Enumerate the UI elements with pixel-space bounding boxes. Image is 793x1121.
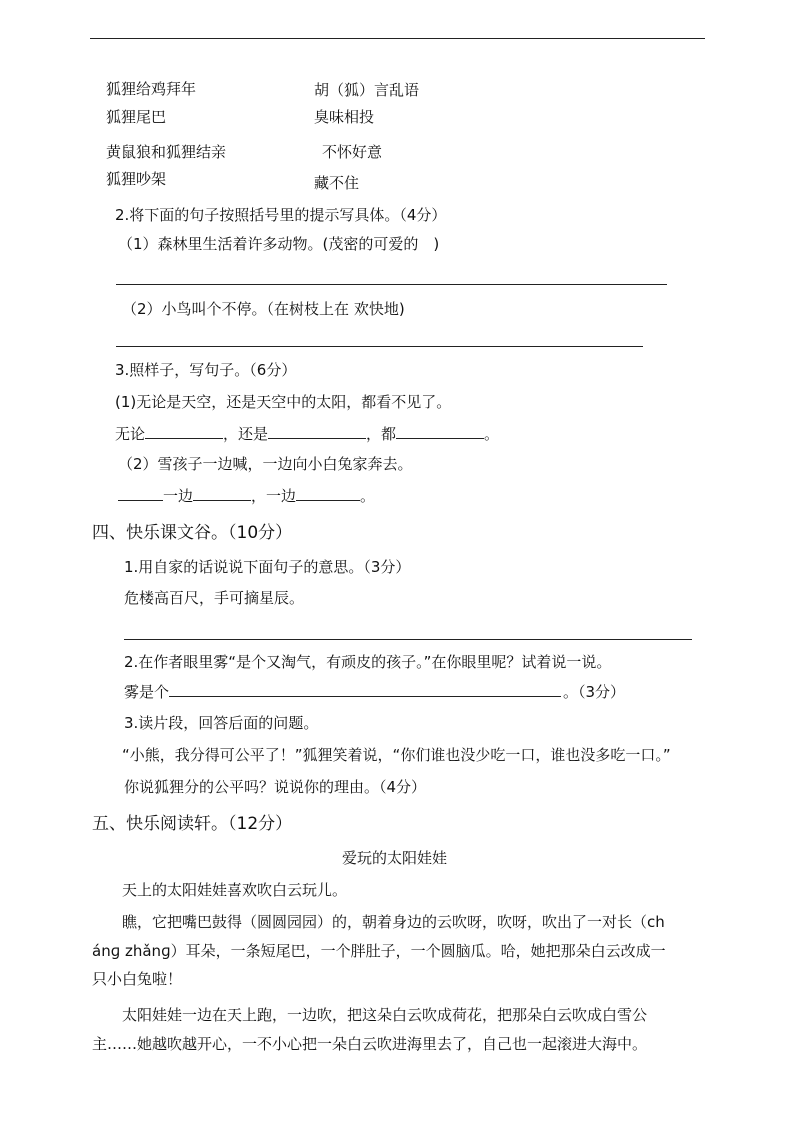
blank[interactable] (396, 424, 484, 439)
match-right-4: 藏不住 (314, 174, 360, 192)
q3-fill2 (118, 486, 375, 506)
fill-text: 无论 (115, 425, 146, 443)
fill-text: ，一边 (251, 487, 297, 505)
match-left-2: 狐狸尾巴 (106, 108, 167, 126)
s4-q1: 1.用自家的话说说下面句子的意思。（3分） (124, 558, 411, 576)
q3-example1: (1)无论是天空，还是天空中的太阳，都看不见了。 (115, 393, 452, 411)
fill-text: ，还是 (223, 425, 269, 443)
section-5-title: 五、快乐阅读轩。（12分） (92, 814, 293, 834)
section-4-title: 四、快乐课文谷。（10分） (92, 523, 293, 543)
s4-q3: 3.读片段，回答后面的问题。 (124, 714, 319, 732)
match-left-1: 狐狸给鸡拜年 (106, 80, 197, 98)
story-p2-line1: 瞧，它把嘴巴鼓得（圆圆园园）的，朝着身边的云吹呀，吹呀，吹出了一对长（ch (122, 913, 665, 931)
fill-text: ，都 (366, 425, 397, 443)
story-p2-line3: 只小白兔啦！ (92, 970, 183, 988)
match-left-3: 黄鼠狼和狐狸结亲 (106, 143, 227, 161)
fill-text: 。 (484, 425, 500, 443)
fill-text: 一边 (163, 487, 194, 505)
header-rule (90, 38, 705, 39)
story-p1: 天上的太阳娃娃喜欢吹白云玩儿。 (122, 881, 348, 899)
match-left-4: 狐狸吵架 (106, 170, 167, 188)
fill-text: 。（3分） (563, 683, 626, 701)
q3-fill1 (115, 424, 499, 444)
match-right-1: 胡（狐）言乱语 (314, 81, 420, 99)
s4-q3-quote: “小熊，我分得可公平了！”狐狸笑着说，“你们谁也没少吃一口，谁也没多吃一口。” (122, 746, 671, 764)
s4-q3-ask: 你说狐狸分的公平吗？说说你的理由。（4分） (124, 778, 427, 796)
answer-line[interactable] (116, 284, 667, 285)
blank[interactable] (193, 486, 251, 501)
s4-q1-text: 危楼高百尺，手可摘星辰。 (124, 589, 305, 607)
blank[interactable] (268, 424, 366, 439)
q2-title: 2.将下面的句子按照括号里的提示写具体。（4分） (115, 206, 447, 224)
s4-q2: 2.在作者眼里雾“是个又淘气，有顽皮的孩子。”在你眼里呢？试着说一说。 (124, 653, 612, 671)
blank[interactable] (296, 486, 360, 501)
q3-title: 3.照样子，写句子。（6分） (115, 361, 297, 379)
story-p3-line1: 太阳娃娃一边在天上跑，一边吹，把这朵白云吹成荷花，把那朵白云吹成白雪公 (122, 1006, 648, 1024)
match-right-3: 不怀好意 (322, 143, 383, 161)
blank[interactable] (118, 486, 163, 501)
answer-line[interactable] (116, 346, 643, 347)
blank[interactable] (145, 424, 223, 439)
story-p3-line2: 主……她越吹越开心，一不小心把一朵白云吹进海里去了，自己也一起滚进大海中。 (92, 1035, 648, 1053)
answer-line[interactable] (124, 639, 692, 640)
story-title: 爱玩的太阳娃娃 (342, 849, 448, 867)
fill-text: 雾是个 (124, 683, 170, 701)
q2-item2: （2）小鸟叫个不停。（在树枝上在 欢快地) (122, 300, 405, 318)
match-right-2: 臭味相投 (314, 108, 375, 126)
fill-text: 。 (360, 487, 376, 505)
q3-example2: （2）雪孩子一边喊，一边向小白兔家奔去。 (118, 455, 413, 473)
q2-item1: （1）森林里生活着许多动物。(茂密的可爱的 ) (118, 235, 440, 253)
blank[interactable] (169, 682, 561, 697)
s4-q2-fill (124, 682, 625, 702)
story-p2-line2: ánɡ zhǎnɡ）耳朵，一条短尾巴，一个胖肚子，一个圆脑瓜。哈，她把那朵白云改成一 (92, 942, 666, 960)
